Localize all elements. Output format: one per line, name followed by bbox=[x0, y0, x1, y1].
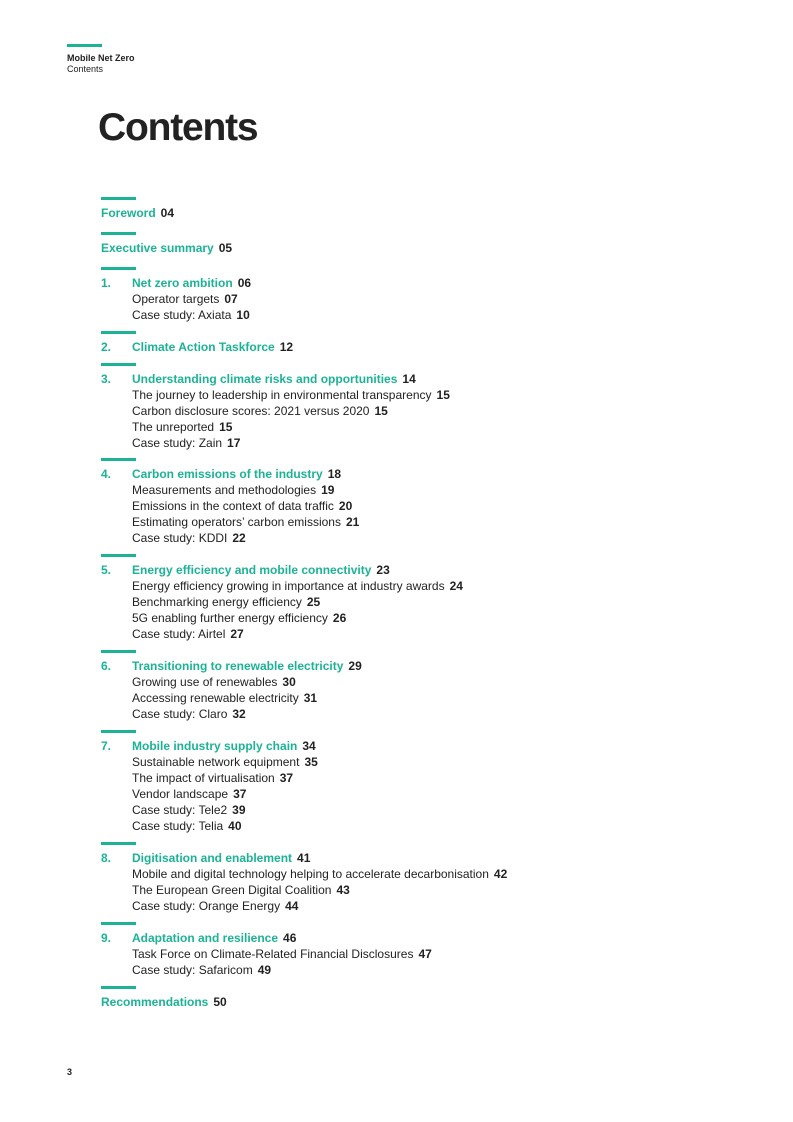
subentry-title: Case study: Airtel bbox=[132, 627, 226, 641]
subentry-page: 24 bbox=[449, 579, 463, 593]
section-name: Contents bbox=[67, 64, 104, 74]
toc-subentry[interactable] bbox=[132, 291, 238, 307]
toc-section-9[interactable] bbox=[132, 930, 296, 946]
subentry-title: The unreported bbox=[132, 420, 215, 434]
toc-section-3[interactable] bbox=[132, 371, 416, 387]
toc-subentry[interactable] bbox=[132, 419, 232, 435]
section-title: Mobile industry supply chain bbox=[132, 739, 298, 753]
section-title: Net zero ambition bbox=[132, 276, 233, 290]
subentry-title: Mobile and digital technology helping to accelerate decarbonisation bbox=[132, 867, 489, 881]
subentry-title: Case study: Orange Energy bbox=[132, 899, 281, 913]
entry-title: Foreword bbox=[101, 206, 156, 220]
toc-subentry[interactable] bbox=[132, 674, 296, 690]
toc-subentry[interactable] bbox=[132, 594, 320, 610]
toc-section-1[interactable] bbox=[132, 275, 251, 291]
subentry-page: 20 bbox=[338, 499, 353, 513]
subentry-page: 30 bbox=[282, 675, 296, 689]
entry-page: 04 bbox=[160, 206, 175, 220]
entry-rule bbox=[101, 650, 136, 653]
section-page: 46 bbox=[283, 931, 297, 945]
toc-subentry[interactable] bbox=[132, 706, 246, 722]
toc-entry-foreword[interactable] bbox=[101, 205, 174, 221]
section-page: 12 bbox=[279, 340, 294, 354]
section-title: Digitisation and enablement bbox=[132, 851, 293, 865]
subentry-page: 32 bbox=[232, 707, 246, 721]
subentry-title: Vendor landscape bbox=[132, 787, 229, 801]
subentry-title: Case study: Tele2 bbox=[132, 803, 228, 817]
toc-subentry[interactable] bbox=[132, 387, 450, 403]
subentry-title: Sustainable network equipment bbox=[132, 755, 300, 769]
subentry-title: Operator targets bbox=[132, 292, 220, 306]
entry-rule bbox=[101, 554, 136, 557]
page-number: 3 bbox=[67, 1067, 73, 1077]
subentry-title: Benchmarking energy efficiency bbox=[132, 595, 302, 609]
toc-subentry[interactable] bbox=[132, 403, 388, 419]
subentry-page: 15 bbox=[219, 420, 233, 434]
entry-title: Executive summary bbox=[101, 241, 214, 255]
subentry-page: 35 bbox=[304, 755, 318, 769]
toc-subentry[interactable] bbox=[132, 866, 507, 882]
subentry-page: 21 bbox=[345, 515, 360, 529]
subentry-page: 44 bbox=[285, 899, 299, 913]
entry-title: Recommendations bbox=[101, 995, 209, 1009]
entry-rule bbox=[101, 267, 136, 270]
subentry-title: The European Green Digital Coalition bbox=[132, 883, 332, 897]
entry-rule bbox=[101, 986, 136, 989]
subentry-page: 26 bbox=[332, 611, 347, 625]
section-page: 06 bbox=[237, 276, 252, 290]
section-page: 34 bbox=[302, 739, 316, 753]
section-page: 18 bbox=[327, 467, 342, 481]
section-index: 5. bbox=[101, 563, 112, 577]
subentry-page: 19 bbox=[321, 483, 335, 497]
entry-rule bbox=[101, 331, 136, 334]
subentry-title: Case study: Telia bbox=[132, 819, 224, 833]
toc-section-7[interactable] bbox=[132, 738, 316, 754]
entry-rule bbox=[101, 232, 136, 235]
section-title: Transitioning to renewable electricity bbox=[132, 659, 344, 673]
subentry-title: The impact of virtualisation bbox=[132, 771, 275, 785]
toc-subentry[interactable] bbox=[132, 530, 246, 546]
subentry-page: 27 bbox=[230, 627, 244, 641]
toc-subentry[interactable] bbox=[132, 307, 250, 323]
subentry-page: 42 bbox=[493, 867, 508, 881]
subentry-title: Case study: Zain bbox=[132, 436, 223, 450]
toc-section-2[interactable] bbox=[132, 339, 293, 355]
section-index: 4. bbox=[101, 467, 112, 481]
entry-rule bbox=[101, 730, 136, 733]
page-title: Contents bbox=[98, 106, 258, 149]
subentry-page: 10 bbox=[236, 308, 250, 322]
section-title: Climate Action Taskforce bbox=[132, 340, 275, 354]
subentry-title: Emissions in the context of data traffic bbox=[132, 499, 334, 513]
subentry-page: 15 bbox=[436, 388, 450, 402]
toc-entry-executive-summary[interactable] bbox=[101, 240, 232, 256]
subentry-title: Estimating operators’ carbon emissions bbox=[132, 515, 341, 529]
subentry-page: 37 bbox=[233, 787, 247, 801]
entry-rule bbox=[101, 922, 136, 925]
toc-subentry[interactable] bbox=[132, 610, 346, 626]
section-index: 7. bbox=[101, 739, 112, 753]
subentry-title: Case study: Claro bbox=[132, 707, 228, 721]
toc-subentry[interactable] bbox=[132, 435, 240, 451]
subentry-page: 37 bbox=[279, 771, 294, 785]
section-index: 1. bbox=[101, 276, 112, 290]
entry-rule bbox=[101, 197, 136, 200]
toc-section-4[interactable] bbox=[132, 466, 341, 482]
entry-page: 50 bbox=[213, 995, 227, 1009]
toc-subentry[interactable] bbox=[132, 962, 271, 978]
subentry-page: 49 bbox=[257, 963, 272, 977]
subentry-title: Energy efficiency growing in importance at industry awards bbox=[132, 579, 445, 593]
toc-subentry[interactable] bbox=[132, 818, 242, 834]
subentry-title: Accessing renewable electricity bbox=[132, 691, 299, 705]
entry-rule bbox=[101, 363, 136, 366]
section-page: 29 bbox=[348, 659, 362, 673]
toc-subentry[interactable] bbox=[132, 482, 334, 498]
toc-subentry[interactable] bbox=[132, 578, 463, 594]
subentry-title: Task Force on Climate-Related Financial Disclosures bbox=[132, 947, 414, 961]
section-page: 14 bbox=[402, 372, 416, 386]
subentry-title: Case study: KDDI bbox=[132, 531, 228, 545]
subentry-page: 22 bbox=[232, 531, 246, 545]
subentry-title: Measurements and methodologies bbox=[132, 483, 317, 497]
toc-subentry[interactable] bbox=[132, 498, 352, 514]
document-title: Mobile Net Zero bbox=[67, 53, 135, 63]
toc-subentry[interactable] bbox=[132, 514, 359, 530]
section-title: Energy efficiency and mobile connectivity bbox=[132, 563, 372, 577]
toc-subentry[interactable] bbox=[132, 754, 318, 770]
toc-section-8[interactable] bbox=[132, 850, 310, 866]
toc-subentry[interactable] bbox=[132, 882, 350, 898]
entry-page: 05 bbox=[218, 241, 233, 255]
entry-rule bbox=[101, 842, 136, 845]
subentry-title: Case study: Axiata bbox=[132, 308, 232, 322]
section-index: 3. bbox=[101, 372, 112, 386]
subentry-page: 47 bbox=[418, 947, 432, 961]
section-title: Adaptation and resilience bbox=[132, 931, 279, 945]
toc-subentry[interactable] bbox=[132, 786, 246, 802]
section-index: 9. bbox=[101, 931, 112, 945]
toc-section-5[interactable] bbox=[132, 562, 390, 578]
subentry-page: 43 bbox=[336, 883, 350, 897]
subentry-title: Carbon disclosure scores: 2021 versus 2020 bbox=[132, 404, 370, 418]
subentry-page: 31 bbox=[303, 691, 318, 705]
toc-subentry[interactable] bbox=[132, 946, 432, 962]
toc-subentry[interactable] bbox=[132, 802, 246, 818]
section-index: 6. bbox=[101, 659, 112, 673]
header-accent-rule bbox=[67, 44, 102, 47]
subentry-page: 39 bbox=[232, 803, 246, 817]
entry-rule bbox=[101, 458, 136, 461]
section-title: Carbon emissions of the industry bbox=[132, 467, 323, 481]
toc-entry-recommendations[interactable] bbox=[101, 994, 227, 1010]
subentry-title: 5G enabling further energy efficiency bbox=[132, 611, 328, 625]
subentry-title: Case study: Safaricom bbox=[132, 963, 253, 977]
section-page: 23 bbox=[376, 563, 390, 577]
subentry-title: The journey to leadership in environmental transparency bbox=[132, 388, 432, 402]
section-index: 2. bbox=[101, 340, 112, 354]
subentry-title: Growing use of renewables bbox=[132, 675, 278, 689]
toc-subentry[interactable] bbox=[132, 898, 298, 914]
subentry-page: 07 bbox=[224, 292, 238, 306]
toc-subentry[interactable] bbox=[132, 770, 293, 786]
subentry-page: 17 bbox=[227, 436, 241, 450]
section-index: 8. bbox=[101, 851, 112, 865]
toc-section-6[interactable] bbox=[132, 658, 362, 674]
section-title: Understanding climate risks and opportunities bbox=[132, 372, 398, 386]
toc-subentry[interactable] bbox=[132, 626, 244, 642]
subentry-page: 25 bbox=[306, 595, 321, 609]
toc-subentry[interactable] bbox=[132, 690, 317, 706]
subentry-page: 15 bbox=[374, 404, 388, 418]
subentry-page: 40 bbox=[228, 819, 242, 833]
section-page: 41 bbox=[297, 851, 311, 865]
